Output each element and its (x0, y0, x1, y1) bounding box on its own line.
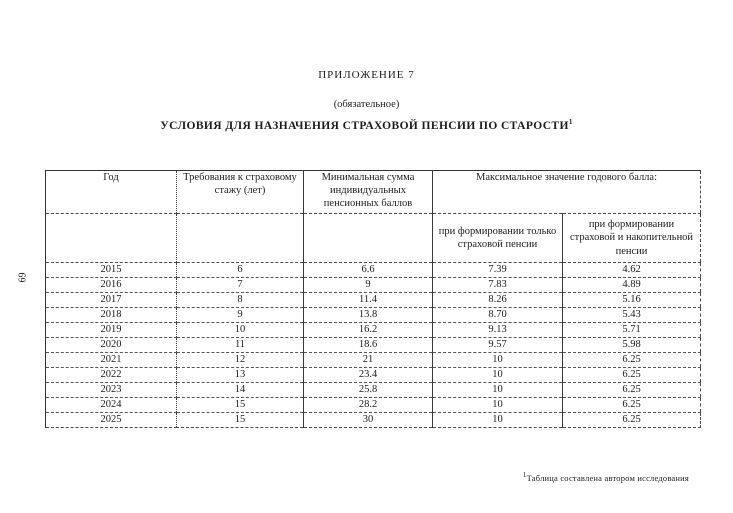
cell-min-points: 6.6 (304, 263, 433, 278)
column-header-year: Год (46, 171, 177, 214)
cell-year: 2024 (46, 398, 177, 413)
cell-max-insurance-only: 9.57 (433, 338, 563, 353)
cell-max-insurance-funded: 4.89 (563, 278, 701, 293)
cell-experience: 13 (177, 368, 304, 383)
cell-experience: 9 (177, 308, 304, 323)
table-row (46, 308, 701, 323)
column-header-experience: Требования к страховому стажу (лет) (177, 171, 304, 214)
cell-max-insurance-only: 9.13 (433, 323, 563, 338)
cell-max-insurance-funded: 5.16 (563, 293, 701, 308)
title-footnote-marker: 1 (568, 118, 573, 127)
cell-year: 2025 (46, 413, 177, 428)
column-header-max-annual-group: Максимальное значение годового балла: (433, 171, 701, 214)
page-number: 69 (17, 272, 29, 283)
cell-max-insurance-only: 7.39 (433, 263, 563, 278)
cell-year: 2019 (46, 323, 177, 338)
cell-experience: 14 (177, 383, 304, 398)
cell-min-points: 18.6 (304, 338, 433, 353)
footnote-marker: 1 (522, 471, 527, 480)
cell-max-insurance-only: 10 (433, 368, 563, 383)
empty-cell (177, 214, 304, 263)
cell-max-insurance-funded: 5.43 (563, 308, 701, 323)
table-row (46, 413, 701, 428)
empty-cell (304, 214, 433, 263)
cell-max-insurance-funded: 6.25 (563, 368, 701, 383)
cell-max-insurance-funded: 4.62 (563, 263, 701, 278)
cell-experience: 10 (177, 323, 304, 338)
cell-min-points: 30 (304, 413, 433, 428)
cell-year: 2021 (46, 353, 177, 368)
cell-max-insurance-only: 8.70 (433, 308, 563, 323)
cell-year: 2018 (46, 308, 177, 323)
table-header (46, 171, 701, 263)
cell-max-insurance-funded: 5.71 (563, 323, 701, 338)
table-row (46, 278, 701, 293)
cell-year: 2016 (46, 278, 177, 293)
pension-conditions-table (45, 170, 701, 428)
table-row (46, 383, 701, 398)
table-row (46, 338, 701, 353)
page-title (0, 120, 733, 132)
cell-max-insurance-only: 7.83 (433, 278, 563, 293)
cell-experience: 8 (177, 293, 304, 308)
empty-cell (46, 214, 177, 263)
table-row (46, 398, 701, 413)
cell-min-points: 28.2 (304, 398, 433, 413)
cell-year: 2020 (46, 338, 177, 353)
appendix-note: (обязательное) (333, 99, 400, 110)
cell-max-insurance-funded: 6.25 (563, 398, 701, 413)
cell-year: 2023 (46, 383, 177, 398)
cell-experience: 15 (177, 398, 304, 413)
table-row (46, 263, 701, 278)
cell-min-points: 21 (304, 353, 433, 368)
table-row (46, 353, 701, 368)
cell-min-points: 16.2 (304, 323, 433, 338)
cell-year: 2022 (46, 368, 177, 383)
cell-experience: 6 (177, 263, 304, 278)
appendix-label: ПРИЛОЖЕНИЕ 7 (318, 69, 415, 81)
cell-max-insurance-only: 10 (433, 413, 563, 428)
column-header-min-points: Минимальная сумма индивидуальных пенсионных баллов (304, 171, 433, 214)
table-body (46, 263, 701, 428)
cell-max-insurance-only: 10 (433, 398, 563, 413)
cell-max-insurance-only: 10 (433, 383, 563, 398)
cell-min-points: 23.4 (304, 368, 433, 383)
cell-experience: 15 (177, 413, 304, 428)
cell-min-points: 25.8 (304, 383, 433, 398)
page-title-text: УСЛОВИЯ ДЛЯ НАЗНАЧЕНИЯ СТРАХОВОЙ ПЕНСИИ ПО СТАРОСТИ (160, 120, 569, 132)
column-header-max-insurance-only: при формировании только страховой пенсии (433, 214, 563, 263)
cell-experience: 12 (177, 353, 304, 368)
cell-experience: 7 (177, 278, 304, 293)
header-row-top (46, 171, 701, 214)
cell-max-insurance-only: 8.26 (433, 293, 563, 308)
table-row (46, 293, 701, 308)
cell-year: 2015 (46, 263, 177, 278)
column-header-max-insurance-funded: при формировании страховой и накопительной пенсии (563, 214, 701, 263)
cell-min-points: 9 (304, 278, 433, 293)
table-row (46, 323, 701, 338)
cell-max-insurance-funded: 6.25 (563, 353, 701, 368)
cell-experience: 11 (177, 338, 304, 353)
cell-year: 2017 (46, 293, 177, 308)
footnote-text: Таблица составлена автором исследования (526, 473, 689, 483)
cell-min-points: 11.4 (304, 293, 433, 308)
cell-max-insurance-funded: 6.25 (622, 413, 641, 425)
cell-max-insurance-funded: 6.25 (563, 383, 701, 398)
header-row-sub (46, 214, 701, 263)
footnote (523, 473, 689, 483)
cell-min-points: 13.8 (304, 308, 433, 323)
cell-max-insurance-funded: 5.98 (563, 338, 701, 353)
cell-max-insurance-only: 10 (433, 353, 563, 368)
table-row (46, 368, 701, 383)
